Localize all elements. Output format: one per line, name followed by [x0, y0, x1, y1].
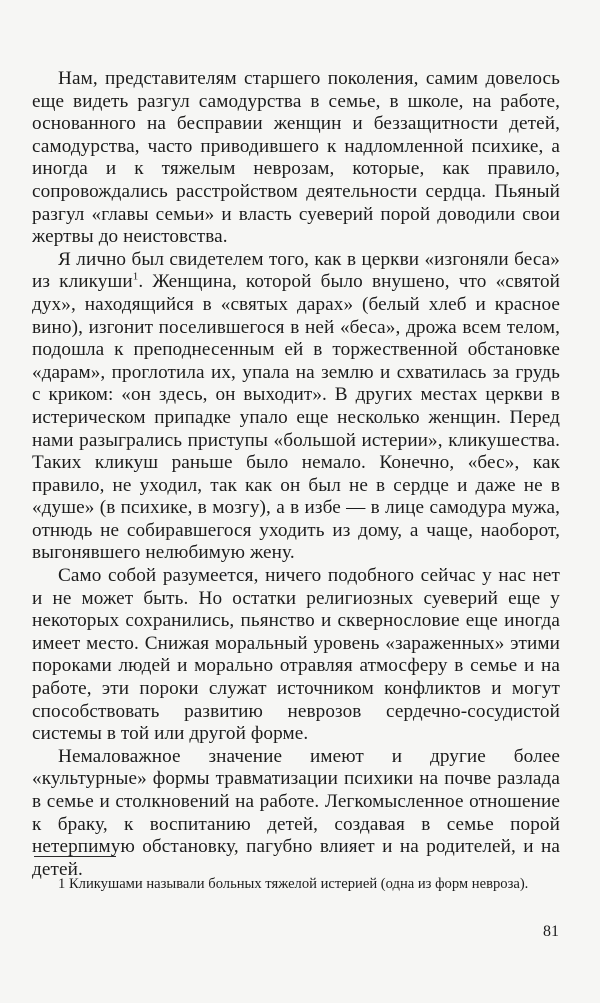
paragraph-2-text-before-note: Я лично был свидетелем того, как в церкви «изгоняли беса» из кликуши: [32, 248, 560, 293]
page-number: 81: [543, 923, 559, 940]
page-body: [32, 68, 560, 881]
footnote-marker: 1: [58, 876, 66, 892]
paragraph-2-text-after-note: . Женщина, которой было внушено, что «святой дух», находящийся в «святых дарах» (белый хлеб и красное вино), изгонит поселившегося в ней «беса», дрожа всем телом, подошла к преподнесенным ей в торжественной обстановке «дарам», проглотила их, упала на землю и схватилась за грудь с криком: «он здесь, он выходит». В других местах церкви в истерическом припадке упало еще несколько женщин. Перед нами разыгрались приступы «большой истерии», кликушества. Таких кликуш раньше было немало. Конечно, «бес», как правило, не уходил, так как он был не в сердце и даже не в «душе» (в психике, в мозгу), а в избе — в лице самодура мужа, отнюдь не собиравшегося уходить из дому, а чаще, наоборот, выгонявшего нелюбимую жену.: [32, 271, 561, 564]
footnote-divider: [34, 856, 116, 857]
footnote-reference[interactable]: 1: [132, 270, 139, 283]
paragraph-1: Нам, представителям старшего поколения, самим довелось еще видеть разгул самодурства в семье, в школе, на работе, основанного на бесправии женщин и беззащитности детей, самодурства, часто приводившего к надломленной психике, а иногда и к тяжелым неврозам, которые, как правило, сопровождались расстройством деятельности сердца. Пьяный разгул «главы семьи» и власть суеверий порой доводили свои жертвы до неистовства.: [32, 68, 560, 248]
paragraph-4: Немаловажное значение имеют и другие более «культурные» формы травматизации психики на почве разлада в семье и столкновений на работе. Легкомысленное отношение к браку, к воспитанию детей, создавая в семье порой нетерпимую обстановку, пагубно влияет и на родителей, и на детей.: [32, 745, 560, 880]
paragraph-3: Само собой разумеется, ничего подобного сейчас у нас нет и не может быть. Но остатки религиозных суеверий еще у некоторых сохранились, пьянство и сквернословие еще иногда имеет место. Снижая моральный уровень «зараженных» этими пороками людей и морально отравляя атмосферу в семье и на работе, эти пороки служат источником конфликтов и могут способствовать развитию неврозов сердечно-сосудистой системы в той или другой форме.: [32, 565, 560, 745]
footnote: [32, 875, 560, 894]
paragraph-2: [32, 249, 560, 565]
footnote-text: Кликушами называли больных тяжелой истерией (одна из форм невроза).: [65, 876, 529, 892]
